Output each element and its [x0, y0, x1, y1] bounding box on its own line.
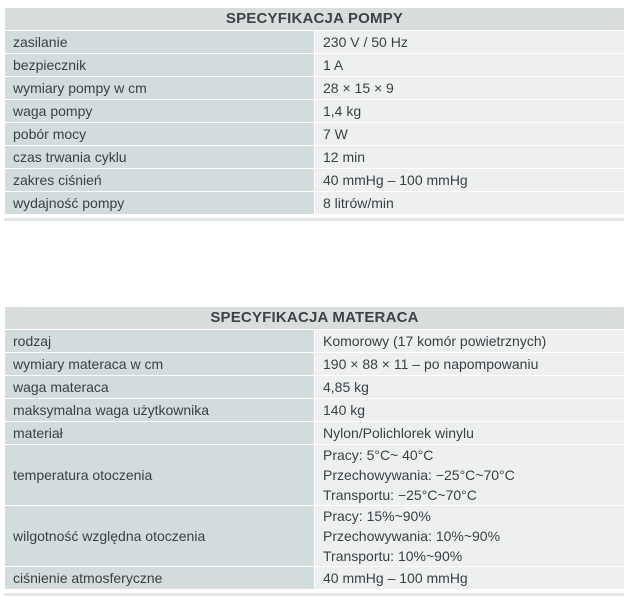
spec-label: maksymalna waga użytkownika [5, 399, 315, 422]
spec-value: 190 × 88 × 11 – po napompowaniu [315, 353, 625, 376]
spec-label: pobór mocy [5, 123, 315, 146]
spec-value: 1 A [315, 54, 625, 77]
spec-label: waga pompy [5, 100, 315, 123]
spec-label: rodzaj [5, 330, 315, 353]
spec-label: wydajność pompy [5, 192, 315, 215]
spec-value: 28 × 15 × 9 [315, 77, 625, 100]
spec-value-multiline [315, 445, 625, 506]
spec-label: wilgotność względna otoczenia [5, 506, 315, 567]
table-row [5, 567, 625, 590]
spec-value-line: Przechowywania: 10%~90% [323, 528, 501, 544]
spec-label: ciśnienie atmosferyczne [5, 567, 315, 590]
spec-label: wymiary materaca w cm [5, 353, 315, 376]
table-row [5, 100, 625, 123]
spec-value-line: Przechowywania: −25°C~70°C [323, 467, 515, 483]
table-row [5, 422, 625, 445]
spec-value: Komorowy (17 komór powietrznych) [315, 330, 625, 353]
spec-label: temperatura otoczenia [5, 445, 315, 506]
table-row [5, 77, 625, 100]
spec-value: 8 litrów/min [315, 192, 625, 215]
spec-value: 4,85 kg [315, 376, 625, 399]
spec-label: zasilanie [5, 31, 315, 54]
spec-label: bezpiecznik [5, 54, 315, 77]
spec-label: czas trwania cyklu [5, 146, 315, 169]
table-header-row [5, 8, 625, 31]
spec-value-multiline [315, 506, 625, 567]
spec-value-line: Transportu: 10%~90% [323, 548, 463, 564]
spec-value: 230 V / 50 Hz [315, 31, 625, 54]
pump-spec-title: SPECYFIKACJA POMPY [5, 8, 625, 31]
mattress-spec-table [4, 306, 625, 590]
table-row [5, 146, 625, 169]
spec-label: waga materaca [5, 376, 315, 399]
table-header-row [5, 307, 625, 330]
table-row [5, 169, 625, 192]
spec-value: 7 W [315, 123, 625, 146]
mattress-spec-title: SPECYFIKACJA MATERACA [5, 307, 625, 330]
spec-value-line: Transportu: −25°C~70°C [323, 487, 477, 503]
table-row [5, 376, 625, 399]
spec-value-line: Pracy: 5°C~ 40°C [323, 447, 434, 463]
table-row [5, 31, 625, 54]
table-row [5, 353, 625, 376]
spec-value: 1,4 kg [315, 100, 625, 123]
divider [4, 218, 624, 221]
table-row [5, 330, 625, 353]
table-row [5, 506, 625, 567]
table-row [5, 445, 625, 506]
spec-label: materiał [5, 422, 315, 445]
spec-value: 140 kg [315, 399, 625, 422]
table-row [5, 399, 625, 422]
spec-label: zakres ciśnień [5, 169, 315, 192]
divider [4, 593, 624, 596]
spec-value-line: Pracy: 15%~90% [323, 508, 431, 524]
pump-spec-table [4, 7, 625, 215]
spec-label: wymiary pompy w cm [5, 77, 315, 100]
spec-value: 40 mmHg – 100 mmHg [315, 169, 625, 192]
table-row [5, 192, 625, 215]
spec-value: Nylon/Polichlorek winylu [315, 422, 625, 445]
spec-value: 40 mmHg – 100 mmHg [315, 567, 625, 590]
spec-value: 12 min [315, 146, 625, 169]
table-row [5, 123, 625, 146]
table-row [5, 54, 625, 77]
